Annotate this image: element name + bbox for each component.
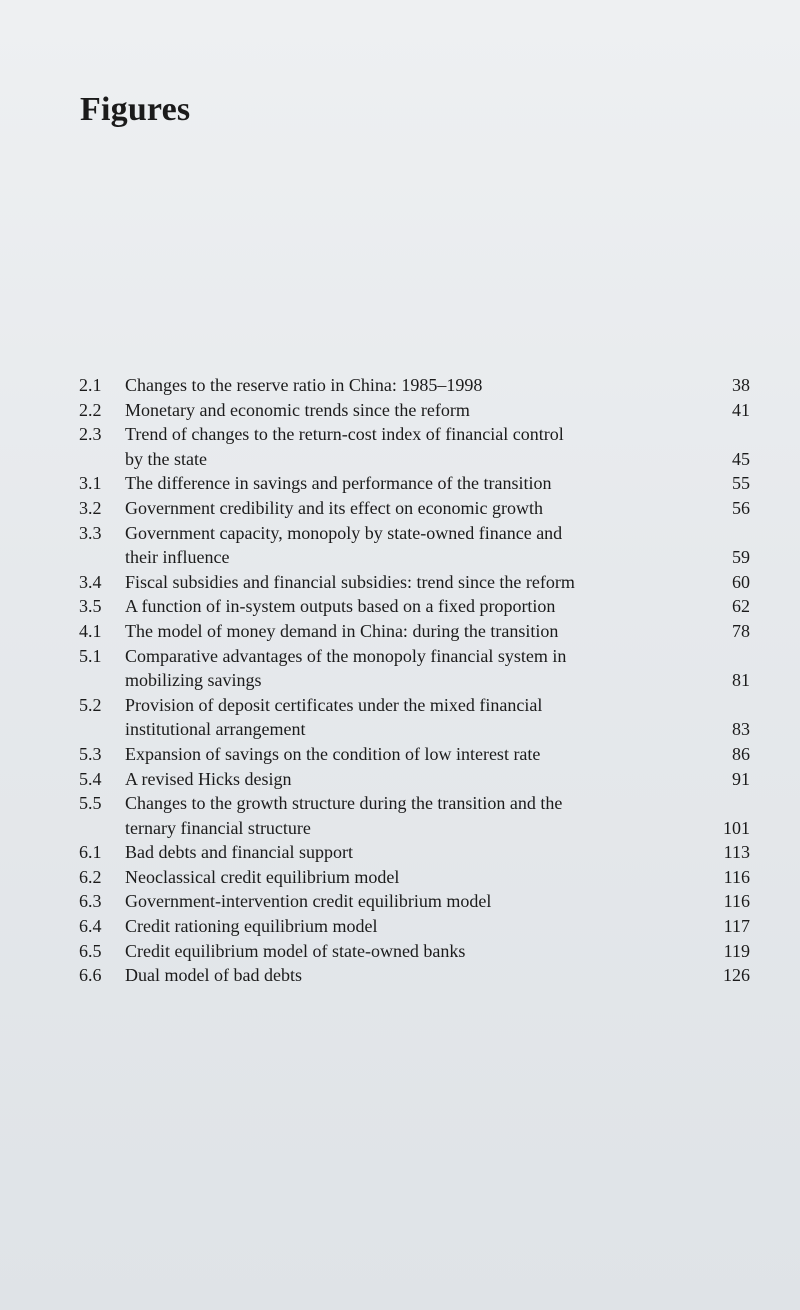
figure-title-line: Expansion of savings on the condition of low interest rate (125, 743, 541, 764)
list-item (79, 594, 750, 619)
figure-number: 5.5 (79, 793, 102, 814)
figure-title (125, 594, 710, 619)
figure-page-number: 41 (732, 399, 750, 420)
figure-page-number: 116 (723, 891, 750, 912)
figure-title (125, 742, 710, 767)
figure-title-line: Government-intervention credit equilibrium model (125, 891, 492, 912)
figure-number: 5.2 (79, 694, 102, 715)
figure-title (125, 767, 710, 792)
figure-title (125, 373, 710, 398)
figure-title (125, 840, 710, 865)
figure-title (125, 865, 710, 890)
figure-number: 6.4 (79, 916, 102, 937)
figure-page-number: 55 (732, 473, 750, 494)
list-item (79, 471, 750, 496)
figure-title (125, 889, 710, 914)
figure-title (125, 570, 710, 595)
list-item (79, 939, 750, 964)
figure-title (125, 521, 710, 570)
list-item (79, 373, 750, 398)
figure-title-line: ternary financial structure (125, 817, 311, 838)
figure-page-number: 126 (723, 965, 750, 986)
figure-title-line: Neoclassical credit equilibrium model (125, 866, 400, 887)
figure-page-number: 119 (723, 940, 750, 961)
figure-title-line: mobilizing savings (125, 670, 262, 691)
list-item (79, 742, 750, 767)
figure-page-number: 116 (723, 866, 750, 887)
list-item (79, 963, 750, 988)
figure-number: 2.1 (79, 375, 102, 395)
figure-list (79, 373, 750, 988)
figure-number: 5.4 (79, 768, 102, 789)
figure-number: 4.1 (79, 620, 102, 641)
figure-title (125, 471, 710, 496)
figure-page-number: 91 (732, 768, 750, 789)
figure-number: 5.3 (79, 743, 102, 764)
figure-page-number: 83 (732, 719, 750, 740)
figure-title-line: their influence (125, 547, 230, 568)
figure-title-line: Provision of deposit certificates under the mixed financial (125, 694, 543, 715)
figure-number: 3.5 (79, 596, 102, 617)
figure-page-number: 45 (732, 448, 750, 469)
figure-page-number: 60 (732, 571, 750, 592)
figure-number: 6.2 (79, 866, 102, 887)
figure-title-line: Changes to the reserve ratio in China: 1985–1998 (125, 375, 483, 395)
list-item (79, 619, 750, 644)
figure-page-number: 78 (732, 620, 750, 641)
figure-title-line: The model of money demand in China: during the transition (125, 620, 559, 641)
figure-title-line: Government credibility and its effect on economic growth (125, 497, 544, 518)
figure-title (125, 398, 710, 423)
list-item (79, 398, 750, 423)
figure-number: 5.1 (79, 645, 102, 666)
figure-page-number: 113 (723, 842, 750, 863)
figure-title (125, 914, 710, 939)
figure-title-line: by the state (125, 448, 207, 469)
figure-title-line: institutional arrangement (125, 719, 306, 740)
list-item (79, 767, 750, 792)
figure-number: 2.3 (79, 424, 102, 445)
list-item (79, 521, 750, 570)
list-item (79, 693, 750, 742)
figure-number: 6.1 (79, 842, 102, 863)
figure-page-number: 101 (723, 817, 750, 838)
list-item (79, 496, 750, 521)
figure-page-number: 56 (732, 497, 750, 518)
figure-title (125, 963, 710, 988)
figure-title (125, 496, 710, 521)
figure-number: 6.5 (79, 940, 102, 961)
figure-title-line: Credit equilibrium model of state-owned banks (125, 940, 466, 961)
figure-title-line: Changes to the growth structure during the transition and the (125, 793, 563, 814)
list-item (79, 865, 750, 890)
figure-number: 2.2 (79, 399, 102, 420)
figure-page-number: 81 (732, 670, 750, 691)
figure-number: 3.4 (79, 571, 102, 592)
figure-page-number: 38 (732, 375, 750, 395)
figure-number: 6.6 (79, 965, 102, 986)
list-item (79, 570, 750, 595)
figure-title-line: Government capacity, monopoly by state-owned finance and (125, 522, 563, 543)
figure-title (125, 939, 710, 964)
page-title: Figures (80, 91, 191, 128)
figure-title (125, 791, 710, 840)
figure-title-line: A revised Hicks design (125, 768, 292, 789)
list-item (79, 914, 750, 939)
figure-title (125, 693, 710, 742)
figure-title-line: Bad debts and financial support (125, 842, 353, 863)
list-item (79, 422, 750, 471)
figure-title-line: Fiscal subsidies and financial subsidies: trend since the reform (125, 571, 575, 592)
list-item (79, 791, 750, 840)
figure-title-line: Comparative advantages of the monopoly financial system in (125, 645, 567, 666)
figure-title-line: Trend of changes to the return-cost index of financial control (125, 424, 564, 445)
figure-title (125, 644, 710, 693)
figure-title-line: A function of in-system outputs based on a fixed proportion (125, 596, 556, 617)
figure-title-line: Credit rationing equilibrium model (125, 916, 378, 937)
list-item (79, 840, 750, 865)
figure-number: 6.3 (79, 891, 102, 912)
figure-page-number: 86 (732, 743, 750, 764)
figure-page-number: 59 (732, 547, 750, 568)
figure-page-number: 62 (732, 596, 750, 617)
list-item (79, 889, 750, 914)
figure-title-line: The difference in savings and performance of the transition (125, 473, 552, 494)
figure-title (125, 422, 710, 471)
figure-page-number: 117 (723, 916, 750, 937)
figure-title-line: Monetary and economic trends since the reform (125, 399, 470, 420)
figure-title-line: Dual model of bad debts (125, 965, 302, 986)
figure-title (125, 619, 710, 644)
list-item (79, 644, 750, 693)
figure-number: 3.2 (79, 497, 102, 518)
figure-number: 3.1 (79, 473, 102, 494)
figure-number: 3.3 (79, 522, 102, 543)
